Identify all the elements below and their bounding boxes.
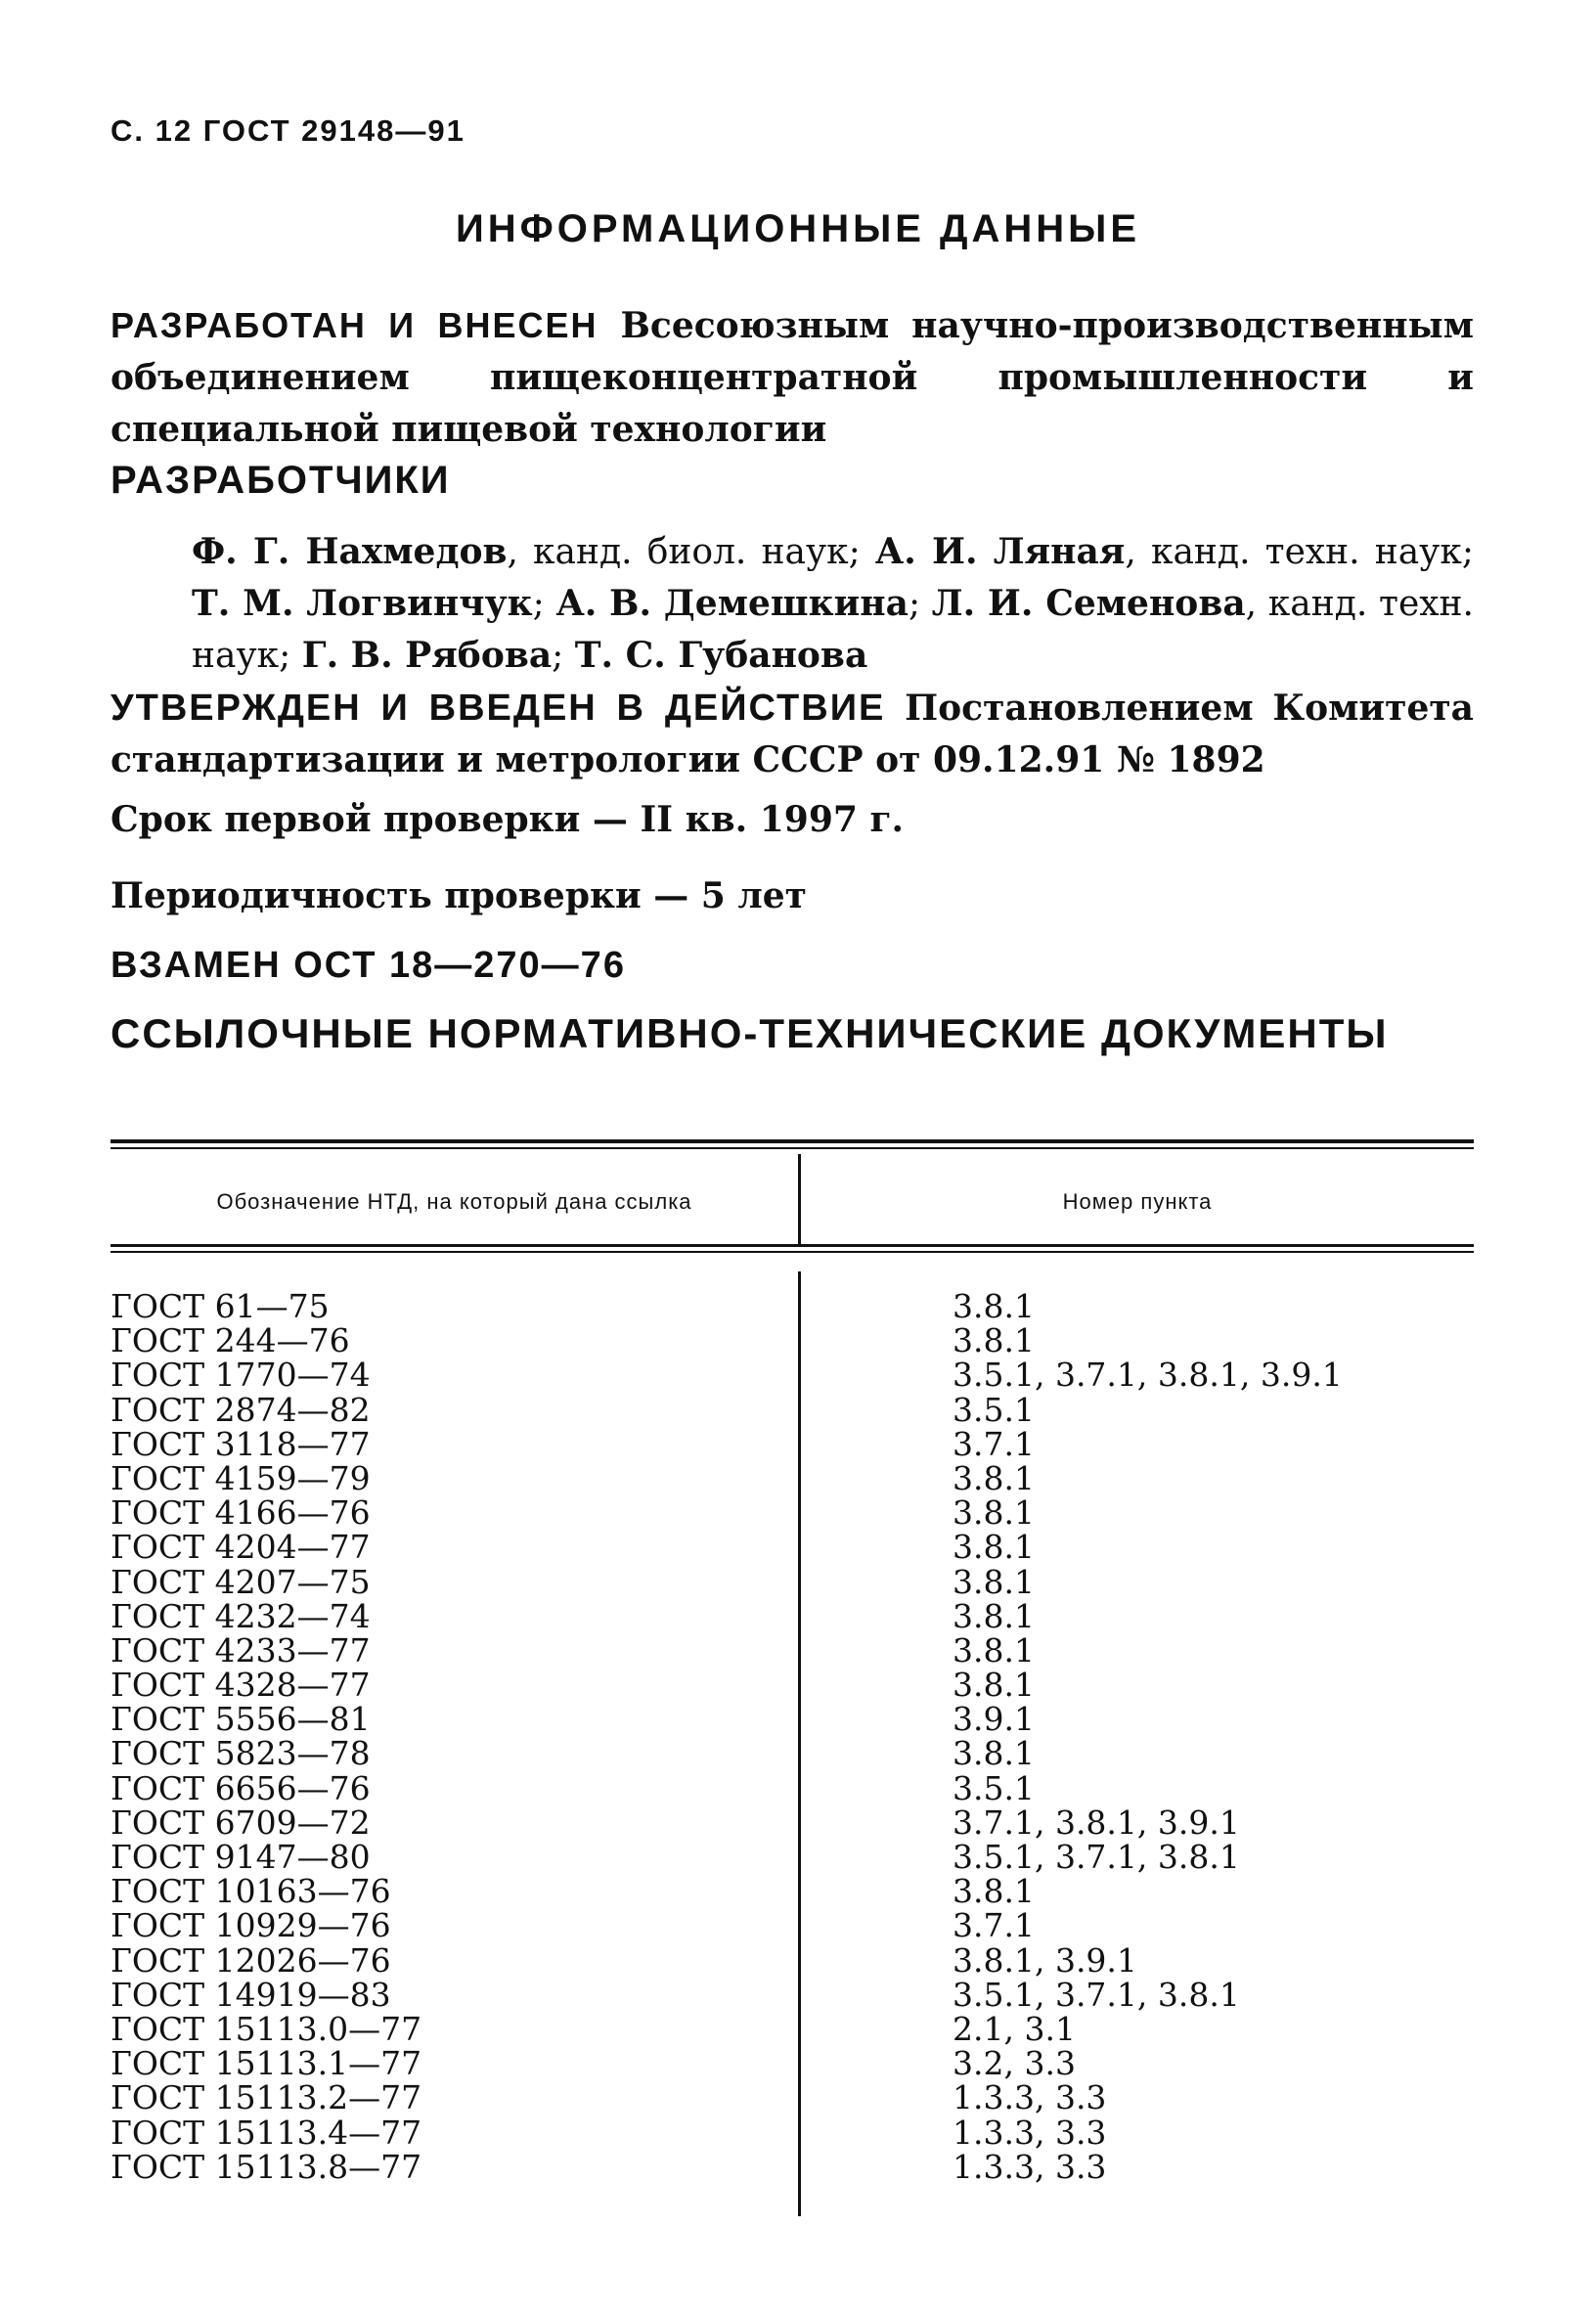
- table-row: [0, 2009, 1596, 2048]
- developed-block: [111, 299, 1474, 456]
- document-designation: ГОСТ 15113.8—77: [111, 2147, 422, 2186]
- page-header: С. 12 ГОСТ 29148—91: [111, 113, 466, 148]
- document-designation: ГОСТ 4159—79: [111, 1458, 371, 1497]
- first-check-date: Срок первой проверки — II кв. 1997 г.: [111, 799, 905, 840]
- table-row: [0, 1805, 1596, 1840]
- document-designation: ГОСТ 1770—74: [111, 1356, 371, 1395]
- table-row: [0, 1323, 1596, 1358]
- table-row: [0, 2044, 1596, 2083]
- developer-name: Т. М. Логвинчук: [192, 583, 533, 624]
- document-designation: ГОСТ 3118—77: [111, 1424, 371, 1463]
- item-numbers: 1.3.3, 3.3: [953, 2113, 1107, 2152]
- developer-name: А. И. Ляная: [874, 531, 1126, 572]
- developed-label: РАЗРАБОТАН И ВНЕСЕН: [111, 305, 598, 345]
- developer-degree: ;: [552, 636, 575, 676]
- item-numbers: 3.5.1, 3.7.1, 3.8.1, 3.9.1: [953, 1356, 1343, 1395]
- table-row: [0, 1840, 1596, 1874]
- item-numbers: 3.8.1: [953, 1321, 1035, 1360]
- reference-table-body: [0, 1289, 1596, 2184]
- table-row: [0, 1493, 1596, 1533]
- item-numbers: 1.3.3, 3.3: [953, 2147, 1107, 2186]
- developer-name: Т. С. Губанова: [574, 635, 868, 676]
- document-designation: ГОСТ 61—75: [111, 1287, 330, 1325]
- table-row: [0, 1872, 1596, 1911]
- item-numbers: 3.7.1, 3.8.1, 3.9.1: [953, 1803, 1240, 1842]
- item-numbers: 2.1, 3.1: [953, 2009, 1076, 2048]
- column-header-document: Обозначение НТД, на который дана ссылка: [216, 1189, 692, 1214]
- table-row: [0, 2080, 1596, 2115]
- document-designation: ГОСТ 4328—77: [111, 1666, 371, 1705]
- item-numbers: 3.5.1, 3.7.1, 3.8.1: [953, 1838, 1240, 1876]
- table-row: [0, 1596, 1596, 1635]
- table-row: [0, 1458, 1596, 1497]
- table-header-rule-thin: [111, 1251, 1474, 1253]
- document-designation: ГОСТ 15113.1—77: [111, 2044, 422, 2083]
- table-row: [0, 1630, 1596, 1669]
- document-designation: ГОСТ 4166—76: [111, 1493, 371, 1533]
- item-numbers: 3.8.1: [953, 1666, 1035, 1705]
- document-designation: ГОСТ 2874—82: [111, 1390, 371, 1429]
- developer-degree: ;: [908, 584, 932, 624]
- table-row: [0, 1906, 1596, 1945]
- document-designation: ГОСТ 10929—76: [111, 1906, 391, 1945]
- item-numbers: 3.8.1: [953, 1287, 1035, 1325]
- item-numbers: 1.3.3, 3.3: [953, 2078, 1107, 2117]
- developers-list: [192, 526, 1474, 682]
- developer-degree: , канд. техн. наук;: [192, 584, 1474, 676]
- document-title: ИНФОРМАЦИОННЫЕ ДАННЫЕ: [455, 207, 1141, 250]
- item-numbers: 3.8.1: [953, 1493, 1035, 1533]
- table-row: [0, 1700, 1596, 1739]
- document-designation: ГОСТ 4207—75: [111, 1562, 371, 1601]
- developer-degree: , канд. техн. наук;: [1125, 532, 1474, 572]
- document-designation: ГОСТ 14919—83: [111, 1975, 391, 2014]
- document-designation: ГОСТ 4232—74: [111, 1596, 371, 1635]
- item-numbers: 3.5.1: [953, 1390, 1035, 1429]
- document-designation: ГОСТ 15113.2—77: [111, 2078, 422, 2117]
- document-designation: ГОСТ 10163—76: [111, 1872, 391, 1911]
- item-numbers: 3.8.1: [953, 1458, 1035, 1497]
- approved-label: УТВЕРЖДЕН И ВВЕДЕН В ДЕЙСТВИЕ: [111, 688, 886, 729]
- developed-text: Всесоюзным научно-производственным объединением пищеконцентратной промышленности и специальной пищевой технологии: [111, 305, 1474, 450]
- table-row: [0, 2147, 1596, 2186]
- developer-degree: ;: [532, 584, 556, 624]
- replaces-note: ВЗАМЕН ОСТ 18—270—76: [111, 945, 626, 986]
- document-designation: ГОСТ 5823—78: [111, 1734, 371, 1773]
- developers-label: РАЗРАБОТЧИКИ: [111, 459, 451, 502]
- item-numbers: 3.8.1: [953, 1562, 1035, 1601]
- developer-name: Г. В. Рябова: [301, 635, 553, 676]
- table-row: [0, 1289, 1596, 1323]
- table-row: [0, 1768, 1596, 1807]
- developer-name: А. В. Демешкина: [555, 583, 909, 624]
- table-header-rule: [111, 1244, 1474, 1247]
- developer-name: Ф. Г. Нахмедов: [192, 531, 508, 572]
- approved-block: [111, 683, 1474, 786]
- item-numbers: 3.8.1, 3.9.1: [953, 1940, 1137, 1980]
- document-designation: ГОСТ 15113.4—77: [111, 2113, 422, 2152]
- document-designation: ГОСТ 4233—77: [111, 1630, 371, 1669]
- table-row: [0, 1424, 1596, 1463]
- item-numbers: 3.7.1: [953, 1906, 1035, 1945]
- table-row: [0, 1975, 1596, 2014]
- item-numbers: 3.5.1: [953, 1768, 1035, 1807]
- column-header-item: Номер пункта: [1062, 1189, 1213, 1214]
- document-designation: ГОСТ 12026—76: [111, 1940, 391, 1980]
- item-numbers: 3.8.1: [953, 1872, 1035, 1911]
- table-row: [0, 1390, 1596, 1429]
- table-row: [0, 1666, 1596, 1705]
- item-numbers: 3.8.1: [953, 1596, 1035, 1635]
- document-designation: ГОСТ 244—76: [111, 1321, 350, 1360]
- table-row: [0, 1562, 1596, 1601]
- table-top-rule: [111, 1139, 1474, 1143]
- item-numbers: 3.2, 3.3: [953, 2044, 1076, 2083]
- item-numbers: 3.5.1, 3.7.1, 3.8.1: [953, 1975, 1240, 2014]
- table-row: [0, 1940, 1596, 1980]
- table-top-rule-thin: [111, 1147, 1474, 1149]
- item-numbers: 3.8.1: [953, 1630, 1035, 1669]
- item-numbers: 3.8.1: [953, 1528, 1035, 1567]
- item-numbers: 3.9.1: [953, 1700, 1035, 1739]
- document-designation: ГОСТ 6656—76: [111, 1768, 371, 1807]
- check-periodicity: Периодичность проверки — 5 лет: [111, 875, 807, 916]
- document-designation: ГОСТ 4204—77: [111, 1528, 371, 1567]
- developer-degree: , канд. биол. наук;: [507, 532, 875, 572]
- document-designation: ГОСТ 5556—81: [111, 1700, 371, 1739]
- table-row: [0, 2115, 1596, 2150]
- item-numbers: 3.8.1: [953, 1734, 1035, 1773]
- document-designation: ГОСТ 15113.0—77: [111, 2009, 422, 2048]
- document-designation: ГОСТ 6709—72: [111, 1803, 371, 1842]
- table-row: [0, 1528, 1596, 1567]
- table-row: [0, 1734, 1596, 1773]
- item-numbers: 3.7.1: [953, 1424, 1035, 1463]
- table-row: [0, 1356, 1596, 1395]
- developer-name: Л. И. Семенова: [931, 583, 1246, 624]
- document-designation: ГОСТ 9147—80: [111, 1838, 371, 1876]
- approved-text: Постановлением Комитета стандартизации и метрологии СССР от 09.12.91 № 1892: [111, 688, 1474, 780]
- references-title: ССЫЛОЧНЫЕ НОРМАТИВНО-ТЕХНИЧЕСКИЕ ДОКУМЕНТЫ: [111, 1010, 1389, 1056]
